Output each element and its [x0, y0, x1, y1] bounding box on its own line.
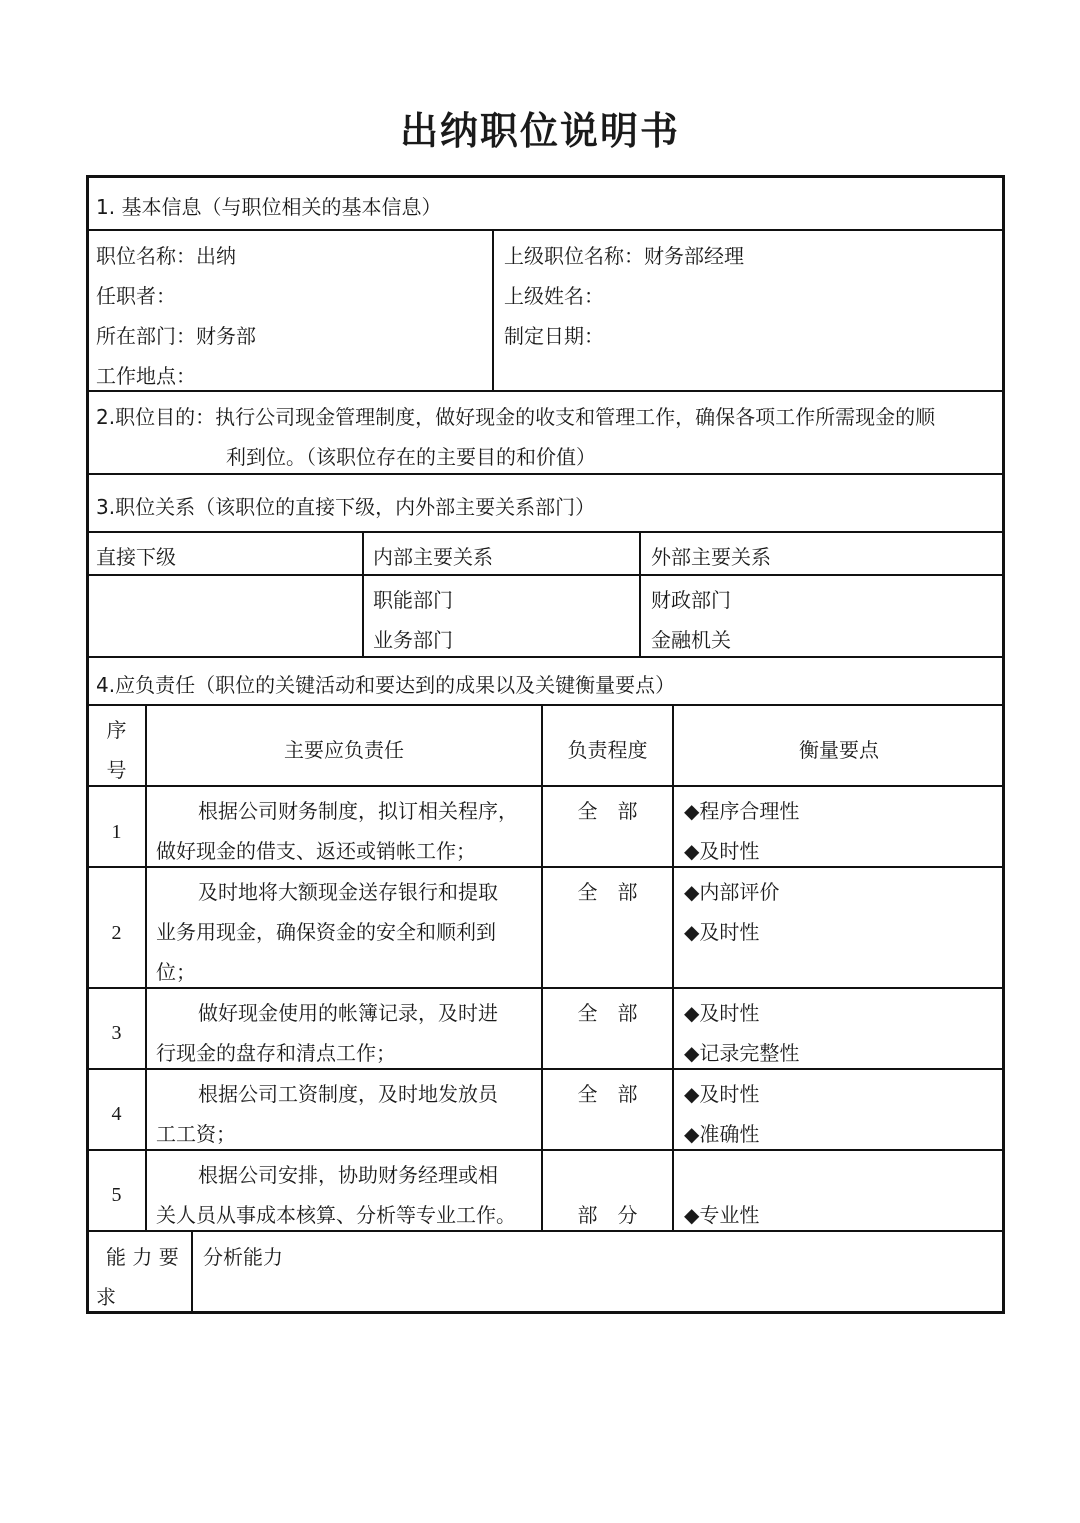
divider [191, 1231, 193, 1313]
row-measures [684, 791, 799, 871]
table-row-duty [156, 791, 518, 871]
row-measures [684, 993, 799, 1073]
col-external-relations: 外部主要关系 [651, 545, 771, 569]
row-measures [684, 1074, 759, 1154]
table-row-duty [156, 872, 498, 992]
row-degree: 部 分 [577, 1203, 638, 1227]
measure-item: ◆专业性 [684, 1203, 760, 1227]
purpose-line-1: 2.职位目的：执行公司现金管理制度，做好现金的收支和管理工作，确保各项工作所需现金的顺 [96, 405, 936, 429]
measure-item: ◆程序合理性 [684, 799, 800, 823]
measure-item: ◆内部评价 [684, 880, 780, 904]
document-title: 出纳职位说明书 [399, 109, 680, 153]
superior-name-field: 上级姓名： [504, 284, 604, 308]
section3-header: 3.职位关系（该职位的直接下级，内外部主要关系部门） [96, 495, 596, 519]
col-seq-no-line1: 序 [106, 718, 127, 742]
divider [145, 705, 147, 1231]
col-direct-subordinate: 直接下级 [96, 545, 176, 569]
duty-line: 行现金的盘存和清点工作； [156, 1041, 396, 1065]
purpose-line-2: 利到位。（该职位存在的主要目的和价值） [226, 445, 596, 469]
department-field: 所在部门：财务部 [96, 324, 256, 348]
row-measures [684, 1195, 759, 1235]
row-degree: 全 部 [577, 880, 638, 904]
row-no: 5 [111, 1184, 122, 1206]
col-degree: 负责程度 [567, 738, 648, 762]
list-item: 职能部门 [373, 588, 453, 612]
ability-label [96, 1237, 190, 1317]
duty-line: 做好现金使用的帐簿记录，及时进 [198, 1001, 498, 1025]
divider [87, 574, 1004, 576]
divider [87, 656, 1004, 658]
duty-line: 位； [156, 960, 196, 984]
duty-line: 业务用现金，确保资金的安全和顺利到 [156, 920, 496, 944]
section4-header: 4.应负责任（职位的关键活动和要达到的成果以及关键衡量要点） [96, 673, 676, 697]
measure-item: ◆记录完整性 [684, 1041, 800, 1065]
measure-item: ◆及时性 [684, 1082, 760, 1106]
divider [87, 785, 1004, 787]
row-degree: 全 部 [577, 1082, 638, 1106]
duty-line: 做好现金的借支、返还或销帐工作； [156, 839, 476, 863]
basic-info-left [96, 236, 256, 396]
list-item: 金融机关 [651, 628, 731, 652]
col-main-duty: 主要应负责任 [284, 738, 404, 762]
list-item: 财政部门 [651, 588, 731, 612]
divider [87, 229, 1004, 231]
duty-line: 根据公司工资制度，及时地发放员 [198, 1082, 498, 1106]
basic-info-right [504, 236, 744, 356]
measure-item: ◆及时性 [684, 920, 760, 944]
divider [541, 705, 543, 1231]
row-degree: 全 部 [577, 799, 638, 823]
incumbent-field: 任职者： [96, 284, 176, 308]
duty-line: 及时地将大额现金送存银行和提取 [198, 880, 498, 904]
col-seq-no-line2: 号 [106, 758, 127, 782]
measure-item: ◆及时性 [684, 1001, 760, 1025]
col-measure: 衡量要点 [799, 738, 879, 762]
table-row-duty [156, 1074, 498, 1154]
date-field: 制定日期： [504, 324, 604, 348]
list-item: 业务部门 [373, 628, 453, 652]
duty-line: 关人员从事成本核算、分析等专业工作。 [156, 1203, 516, 1227]
divider [492, 230, 494, 391]
row-no: 4 [111, 1103, 122, 1125]
divider [639, 532, 641, 657]
col-seq-no [88, 710, 145, 790]
table-row-duty [156, 1155, 516, 1235]
ability-label-line2: 求 [96, 1285, 116, 1309]
divider [672, 705, 674, 1231]
duty-line: 工工资； [156, 1122, 236, 1146]
superior-title-field: 上级职位名称：财务部经理 [504, 244, 744, 268]
section1-header: 1. 基本信息（与职位相关的基本信息） [96, 195, 442, 219]
row-no: 1 [111, 821, 122, 843]
row-measures [684, 872, 779, 952]
divider [362, 532, 364, 657]
external-relations-list [651, 580, 731, 660]
col-internal-relations: 内部主要关系 [373, 545, 493, 569]
job-title-field: 职位名称：出纳 [96, 244, 236, 268]
row-degree: 全 部 [577, 1001, 638, 1025]
measure-item: ◆准确性 [684, 1122, 760, 1146]
ability-value: 分析能力 [203, 1245, 283, 1269]
duty-line: 根据公司安排，协助财务经理或相 [198, 1163, 498, 1187]
measure-item: ◆及时性 [684, 839, 760, 863]
row-no: 3 [111, 1022, 122, 1044]
duty-line: 根据公司财务制度，拟订相关程序， [198, 799, 518, 823]
location-field: 工作地点： [96, 364, 196, 388]
section2-purpose [96, 397, 935, 477]
ability-label-line1: 能 力 要 [106, 1245, 179, 1269]
table-row-duty [156, 993, 498, 1073]
row-no: 2 [111, 922, 122, 944]
divider [87, 531, 1004, 533]
internal-relations-list [373, 580, 453, 660]
